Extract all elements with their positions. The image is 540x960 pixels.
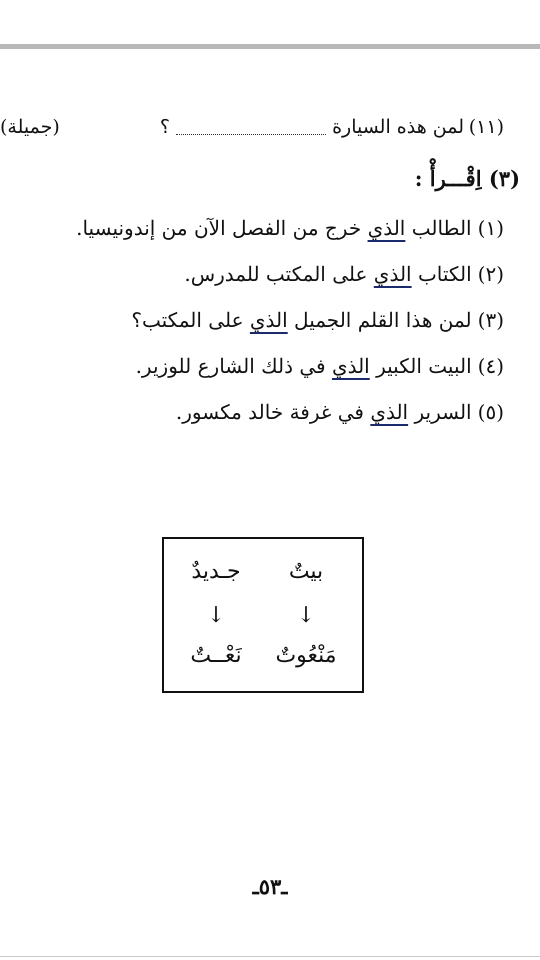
relative-pronoun: الذي — [367, 216, 406, 240]
sentence-2 — [24, 254, 504, 300]
sentence-5 — [24, 392, 504, 438]
question-11 — [0, 112, 504, 146]
question-number: (١١) — [468, 116, 504, 138]
sentence-text-after: في ذلك الشارع للوزير. — [135, 354, 332, 378]
top-divider — [0, 44, 540, 49]
sentence-number: (١) — [477, 216, 504, 240]
arrow-down-icon: ↓ — [296, 603, 316, 628]
noun-word: بيتٌ — [288, 559, 324, 584]
sentence-list — [24, 208, 504, 438]
adjective-word: جـديدٌ — [191, 559, 241, 584]
sentence-text-before: السرير — [408, 400, 472, 424]
question-mark: ؟ — [159, 116, 170, 138]
sentence-number: (٣) — [477, 308, 504, 332]
sentence-text-after: خرج من الفصل الآن من إندونيسيا. — [76, 216, 368, 240]
answer-hint: (جميلة) — [0, 116, 60, 138]
sentence-1 — [24, 208, 504, 254]
bottom-divider — [0, 956, 540, 957]
sentence-number: (٤) — [477, 354, 504, 378]
descriptor-label: نَعْــتٌ — [190, 643, 242, 668]
sentence-3 — [24, 300, 504, 346]
sentence-text-after: على المكتب؟ — [131, 308, 250, 332]
sentence-text-after: في غرفة خالد مكسور. — [175, 400, 371, 424]
sentence-text-before: البيت الكبير — [369, 354, 472, 378]
section-heading: (٣) اِقْـــرأْ : — [414, 166, 520, 191]
relative-pronoun: الذي — [249, 308, 288, 332]
page-number: ـ٥٣ـ — [252, 874, 288, 899]
sentence-number: (٢) — [477, 262, 504, 286]
sentence-number: (٥) — [477, 400, 504, 424]
relative-pronoun: الذي — [331, 354, 370, 378]
sentence-text-before: الطالب — [405, 216, 472, 240]
sentence-text-before: الكتاب — [411, 262, 472, 286]
arrow-down-icon: ↓ — [206, 603, 226, 628]
relative-pronoun: الذي — [370, 400, 409, 424]
answer-blank — [176, 134, 326, 135]
described-label: مَنْعُوتٌ — [275, 643, 337, 668]
sentence-4 — [24, 346, 504, 392]
sentence-text-before: لمن هذا القلم الجميل — [287, 308, 472, 332]
grammar-box — [162, 537, 364, 693]
sentence-text-after: على المكتب للمدرس. — [184, 262, 374, 286]
relative-pronoun: الذي — [373, 262, 412, 286]
question-text: لمن هذه السيارة — [332, 116, 464, 138]
